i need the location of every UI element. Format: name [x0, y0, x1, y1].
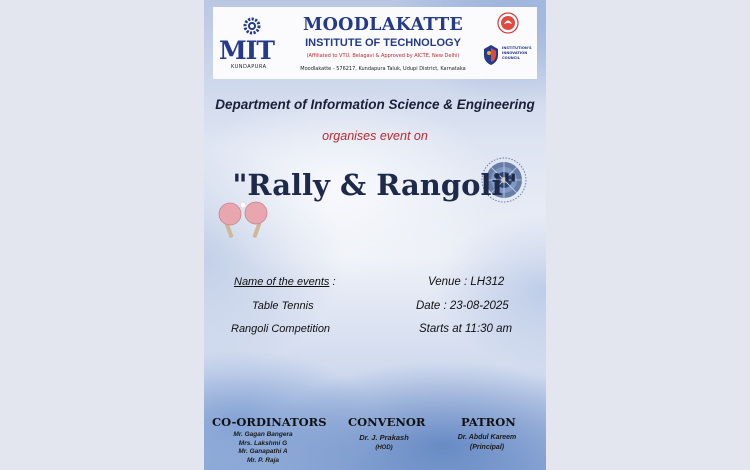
- iic-line: INSTITUTION'S: [502, 46, 532, 50]
- venue-text: Venue : LH312: [428, 276, 505, 288]
- coordinators-heading: CO-ORDINATORS: [212, 415, 327, 429]
- convenor-role: (HOD): [375, 445, 393, 451]
- affiliation-text: (Affiliated to VTU, Belagavi & Approved by AICTE, New Delhi): [306, 53, 460, 59]
- event-item: Rangoli Competition: [231, 323, 331, 335]
- iic-logo-icon: [481, 43, 501, 67]
- logo-place: KUNDAPURA: [231, 64, 267, 70]
- patron-heading: PATRON: [461, 415, 516, 429]
- events-label-text: Name of the events: [234, 276, 330, 288]
- events-label: [234, 276, 336, 288]
- date-text: Date : 23-08-2025: [416, 300, 509, 312]
- institute-subtitle: INSTITUTE OF TECHNOLOGY: [305, 37, 461, 49]
- coordinator-name: Mr. Ganapathi A: [238, 448, 288, 456]
- events-label-colon: :: [329, 276, 336, 288]
- convenor-block: [344, 433, 424, 453]
- coordinator-name: Mr. P. Raja: [246, 456, 280, 464]
- address-text: Moodlakatte - 576217, Kundapura Taluk, Udupi District, Karnataka: [300, 66, 466, 72]
- emblem-icon: [497, 12, 519, 34]
- table-tennis-paddles-icon: [212, 200, 276, 242]
- convenor-name: Dr. J. Prakash: [359, 433, 409, 442]
- institute-name: MOODLAKATTE: [302, 15, 464, 35]
- coordinators-list: [213, 431, 313, 465]
- patron-role: (Principal): [469, 444, 505, 451]
- department-heading: Department of Information Science & Engineering: [215, 97, 535, 112]
- logo-letters: MIT: [219, 36, 274, 65]
- event-poster: [204, 0, 546, 470]
- patron-block: [447, 433, 527, 453]
- convenor-heading: CONVENOR: [348, 415, 426, 429]
- iic-text: [502, 46, 538, 61]
- event-item: Table Tennis: [252, 300, 314, 312]
- institute-header: [213, 7, 537, 79]
- coordinator-name: Mr. Gagan Bangera: [233, 431, 293, 438]
- coordinator-name: Mrs. Lakshmi G: [238, 439, 288, 447]
- event-title: "Rally & Rangoli": [232, 168, 518, 202]
- time-text: Starts at 11:30 am: [419, 323, 513, 335]
- gear-icon: [242, 16, 262, 36]
- patron-name: Dr. Abdul Kareem: [457, 434, 517, 441]
- organises-text: organises event on: [322, 129, 428, 143]
- iic-line: COUNCIL: [502, 56, 520, 60]
- mit-logo: [217, 14, 285, 70]
- iic-line: INNOVATION: [502, 51, 528, 55]
